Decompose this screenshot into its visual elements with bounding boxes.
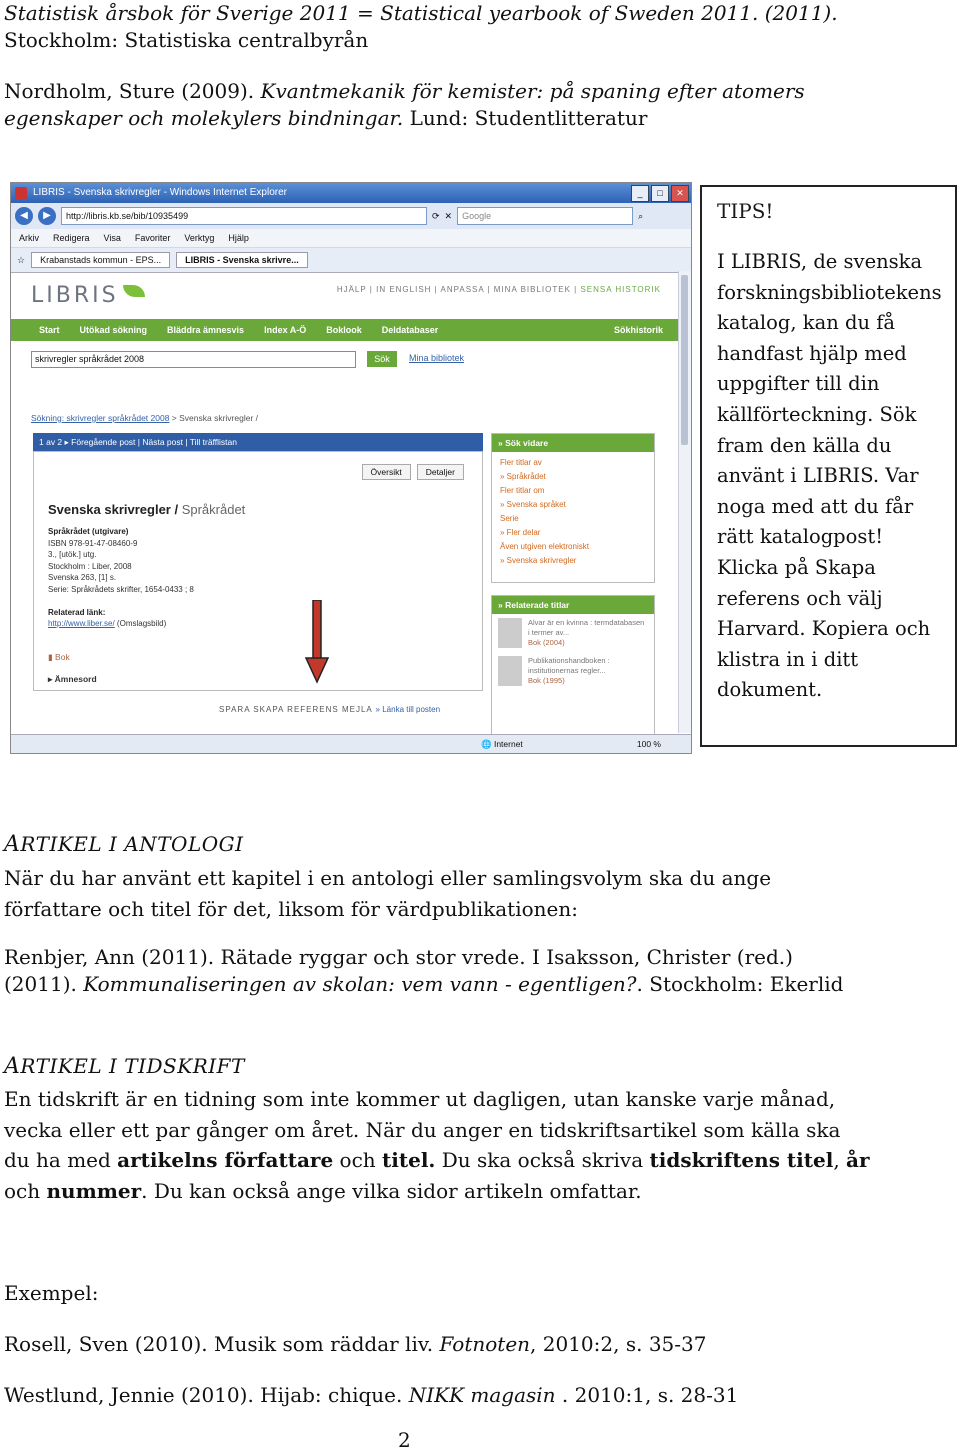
record-actions[interactable]: SPARA SKAPA REFERENS MEJLA » Länka till posten <box>219 705 441 714</box>
menu-item[interactable]: Favoriter <box>134 233 171 243</box>
record-tabs <box>362 464 464 480</box>
internet-zone: 🌐 Internet <box>481 739 523 749</box>
libris-search-row <box>11 341 691 381</box>
record-pager[interactable]: 1 av 2 ▸ Föregående post | Nästa post | Till träfflistan <box>33 433 483 451</box>
tab-libris[interactable]: LIBRIS - Svenska skrivre... <box>176 252 308 268</box>
nav-item-sokhistorik[interactable]: Sökhistorik <box>613 325 663 335</box>
menu-item[interactable]: Redigera <box>53 233 90 243</box>
status-bar <box>11 734 691 753</box>
tab-oversikt[interactable]: Översikt <box>362 464 411 480</box>
heading-artikel-i-antologi: ARTIKEL I ANTOLOGI <box>4 832 244 857</box>
nav-item[interactable]: Start <box>39 325 60 335</box>
menu-item[interactable]: Verktyg <box>184 233 215 243</box>
tips-box <box>700 185 957 747</box>
related-item[interactable]: Publikationshandboken : institutionernas regler... Bok (1995) <box>492 652 654 690</box>
menu-item[interactable]: Arkiv <box>19 233 39 243</box>
bok-format-label: ▮ Bok <box>48 652 70 662</box>
url-field[interactable]: http://libris.kb.se/bib/10935499 <box>61 207 427 225</box>
leaf-icon <box>123 285 145 297</box>
vertical-scrollbar[interactable] <box>678 271 691 733</box>
reference-statistisk-arsbok: Statistisk årsbok för Sverige 2011 = Statistical yearbook of Sweden 2011. (2011). Stockholm: Statistiska centralbyrån <box>4 1 838 52</box>
menu-item[interactable]: Hjälp <box>228 233 249 243</box>
browser-search-field[interactable]: Google <box>457 207 633 225</box>
tab-kommun[interactable]: Krabanstads kommun - EPS... <box>31 252 170 268</box>
panel-sok-vidare: » Sök vidare Fler titlar av » Språkrådet Fler titlar om » Svenska språket Serie » Fler delar Även utgiven elektroniskt » Svenska skrivregler <box>491 433 655 583</box>
breadcrumb: Sökning: skrivregler språkrådet 2008 > Svenska skrivregler / <box>31 413 259 423</box>
red-arrow-down-icon <box>305 600 329 684</box>
record-title: Svenska skrivregler / Språkrådet <box>48 502 246 517</box>
nav-item[interactable]: Bläddra ämnesvis <box>167 325 245 335</box>
my-libraries-link[interactable]: Mina bibliotek <box>409 353 465 363</box>
window-controls <box>631 185 689 202</box>
panel-links: Fler titlar av » Språkrådet Fler titlar om » Svenska språket Serie » Fler delar Även utgiven elektroniskt » Svenska skrivregler <box>500 458 589 565</box>
minimize-icon[interactable]: _ <box>631 185 649 202</box>
libris-header <box>11 273 691 319</box>
libris-logo[interactable]: LIBRIS <box>31 283 119 308</box>
related-item[interactable]: Alvar är en kvinna : termdatabasen i termer av... Bok (2004) <box>492 614 654 652</box>
page-number: 2 <box>398 1428 411 1452</box>
example-rosell: Rosell, Sven (2010). Musik som räddar liv. Fotnoten, 2010:2, s. 35-37 <box>4 1332 707 1356</box>
tab-bar <box>11 248 691 273</box>
tips-body: I LIBRIS, de svenska forskningsbibliotekens katalog, kan du få handfast hjälp med uppgifter till din källförteckning. Sök fram den källa du använt i LIBRIS. Var noga med att du får rätt katalogpost! Klicka på Skapa referens och välj Harvard. Kopiera och klistra in i ditt dokument. <box>717 250 942 702</box>
menu-item[interactable]: Visa <box>103 233 121 243</box>
address-bar <box>11 203 691 229</box>
menu-bar <box>11 229 691 248</box>
libris-top-links[interactable]: HJÄLP | IN ENGLISH | ANPASSA | MINA BIBLIOTEK | SENSA HISTORIK <box>336 285 661 294</box>
forward-icon[interactable]: ▶ <box>38 207 56 225</box>
tab-detaljer[interactable]: Detaljer <box>417 464 464 480</box>
example-westlund: Westlund, Jennie (2010). Hijab: chique. NIKK magasin . 2010:1, s. 28-31 <box>4 1383 739 1407</box>
heading-artikel-i-tidskrift: ARTIKEL I TIDSKRIFT <box>4 1054 245 1079</box>
libris-search-button[interactable]: Sök <box>367 351 397 367</box>
nav-item[interactable]: Index A-Ö <box>264 325 307 335</box>
maximize-icon[interactable]: □ <box>651 185 669 202</box>
antologi-example-reference: Renbjer, Ann (2011). Rätade ryggar och stor vrede. I Isaksson, Christer (red.) (2011). Kommunaliseringen av skolan: vem vann - egentligen?. Stockholm: Ekerlid <box>4 945 844 996</box>
search-icon[interactable]: ⌕ <box>638 210 644 221</box>
reference-nordholm: Nordholm, Sture (2009). Kvantmekanik för kemister: på spaning efter atomers egenskaper och molekylers bindningar. Lund: Studentlitteratur <box>4 79 805 130</box>
window-titlebar: LIBRIS - Svenska skrivregler - Windows Internet Explorer _ □ ✕ <box>11 183 691 203</box>
libris-screenshot <box>10 182 692 754</box>
book-cover-thumbnail <box>498 656 522 686</box>
book-cover-thumbnail <box>498 618 522 648</box>
ie-icon <box>15 187 27 199</box>
close-icon[interactable]: ✕ <box>671 185 689 202</box>
libris-nav <box>11 319 691 341</box>
refresh-icon[interactable]: ⟳ <box>432 210 440 221</box>
zoom-level[interactable]: 100 % <box>636 739 661 749</box>
nav-item[interactable]: Deldatabaser <box>381 325 439 335</box>
favorites-star-icon[interactable]: ☆ <box>17 254 26 265</box>
record-card <box>33 451 483 691</box>
nav-item[interactable]: Utökad sökning <box>79 325 148 335</box>
record-details: Språkrådet (utgivare) ISBN 978-91-47-08460-9 3., [utök.] utg. Stockholm : Liber, 2008 Svenska 263, [1] s. Serie: Språkrådets skrifter, 1654-0433 ; 8 Relaterad länk: http://www.liber.se/ (Omslagsbild) <box>48 527 194 628</box>
amnesord-label[interactable]: ▸ Ämnesord <box>48 674 97 684</box>
libris-search-input[interactable]: skrivregler språkrådet 2008 <box>31 351 356 368</box>
panel-relaterade: » Relaterade titlar Alvar är en kvinna : termdatabasen i termer av... Bok (2004) Publikationshandboken : institutionernas regler... Bok (1995) <box>491 595 655 735</box>
tidskrift-description: En tidskrift är en tidning som inte kommer ut dagligen, utan kanske varje månad, vecka eller ett par gånger om året. När du anger en tidskriftsartikel som källa ska du ha med artikelns författare och titel. Du ska också skriva tidskriftens titel, år och nummer. Du kan också ange vilka sidor artikeln omfattar. <box>4 1087 870 1203</box>
back-icon[interactable]: ◀ <box>15 207 33 225</box>
tips-title: TIPS! <box>717 199 774 223</box>
nav-item[interactable]: Boklook <box>326 325 362 335</box>
stop-icon[interactable]: ✕ <box>444 210 453 221</box>
antologi-description: När du har använt ett kapitel i en antologi eller samlingsvolym ska du ange författare och titel för det, liksom för värdpublikationen: <box>4 866 772 921</box>
exempel-label: Exempel: <box>4 1281 99 1305</box>
